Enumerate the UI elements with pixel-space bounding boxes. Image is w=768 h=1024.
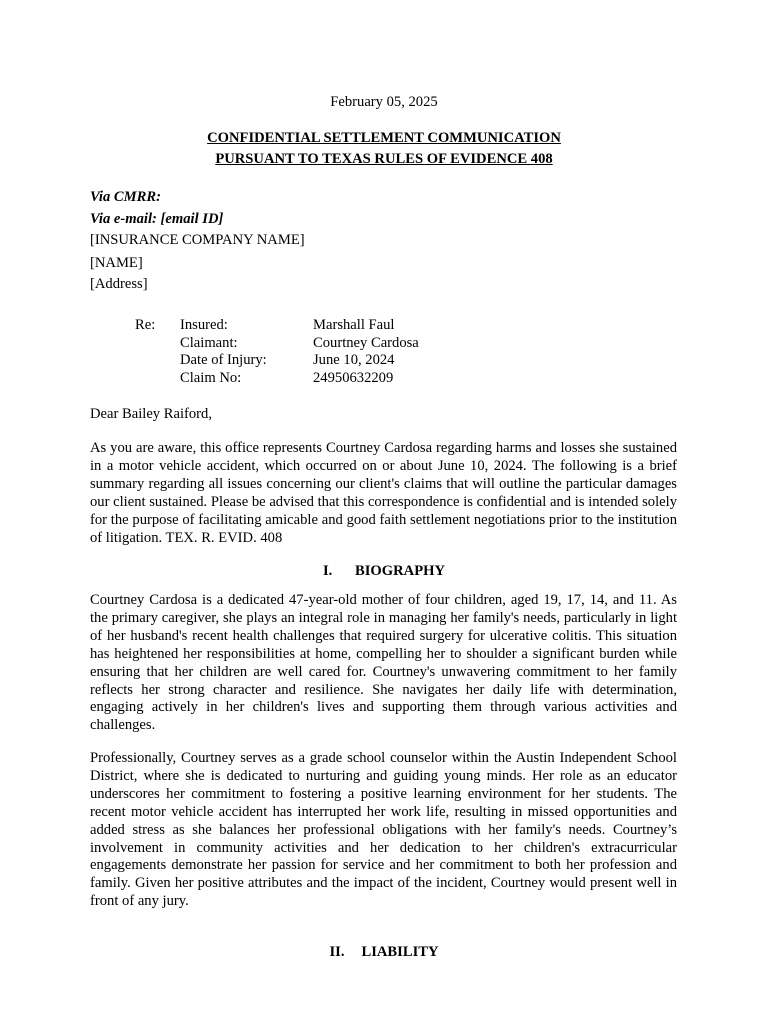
section-heading-liability — [0, 944, 768, 961]
salutation: Dear Bailey Raiford, — [90, 406, 212, 422]
intro-paragraph: As you are aware, this office represents Courtney Cardosa regarding harms and losses she sustained in a motor vehicle accident, which occurred on or about June 10, 2024. The following is a brief summary regarding all issues concerning our client's claims that will outline the particular damages our client sustained. Please be advised that this correspondence is confidential and is intended solely for the purpose of facilitating amicable and good faith settlement negotiations prior to the institution of litigation. TEX. R. EVID. 408 — [90, 440, 677, 546]
re-key: Claimant: — [180, 334, 238, 351]
biography-paragraph-1: Courtney Cardosa is a dedicated 47-year-old mother of four children, aged 19, 17, 14, and 11. As the primary caregiver, she plays an integral role in managing her family's needs, particularly in light of her husband's recent health challenges that required surgery for ulcerative colitis. This situation has heightened her responsibilities at home, compelling her to shoulder a significant burden while ensuring that her children are well cared for. Courtney's unwavering commitment to her family reflects her strong character and resilience. She navigates her daily life with determination, engaging actively in her children's lives and supporting them through various activities and challenges. — [90, 592, 677, 734]
re-label: Re: — [135, 317, 156, 333]
delivery-via-email: Via e-mail: [email ID] — [90, 211, 224, 227]
letter-date: February 05, 2025 — [330, 94, 438, 110]
recipient-company: [INSURANCE COMPANY NAME] — [90, 232, 305, 248]
re-key: Insured: — [180, 317, 228, 333]
section-title: LIABILITY — [361, 944, 439, 960]
re-row-claimant — [180, 335, 419, 353]
re-value: Marshall Faul — [313, 317, 395, 333]
section-number: I. — [323, 563, 333, 579]
re-value: 24950632209 — [313, 370, 394, 387]
re-row-insured — [180, 317, 419, 335]
section-number: II. — [329, 944, 345, 960]
re-block — [180, 317, 419, 388]
re-row-date-of-injury — [180, 352, 419, 370]
recipient-address: [Address] — [90, 276, 148, 292]
section-heading-biography — [0, 563, 768, 580]
re-key: Date of Injury: — [180, 352, 267, 369]
confidential-heading-line1: CONFIDENTIAL SETTLEMENT COMMUNICATION — [207, 130, 561, 146]
confidential-heading-line2: PURSUANT TO TEXAS RULES OF EVIDENCE 408 — [215, 151, 553, 167]
delivery-via-cmrr: Via CMRR: — [90, 189, 161, 205]
re-row-claim-no — [180, 370, 419, 388]
re-value: June 10, 2024 — [313, 352, 395, 369]
re-value: Courtney Cardosa — [313, 334, 419, 351]
section-title: BIOGRAPHY — [355, 563, 445, 579]
biography-paragraph-2: Professionally, Courtney serves as a grade school counselor within the Austin Independent School District, where she is dedicated to nurturing and guiding young minds. Her role as an educator underscores her commitment to fostering a positive learning environment for her students. The recent motor vehicle accident has interrupted her work life, resulting in missed opportunities and added stress as she balances her professional obligations with her family's needs. Courtney’s involvement in community activities and her dedication to her children's extracurricular engagements demonstrate her passion for service and her commitment to both her profession and family. Given her positive attributes and the impact of the incident, Courtney would present well in front of any jury. — [90, 750, 677, 910]
recipient-name: [NAME] — [90, 255, 143, 271]
re-key: Claim No: — [180, 370, 242, 387]
